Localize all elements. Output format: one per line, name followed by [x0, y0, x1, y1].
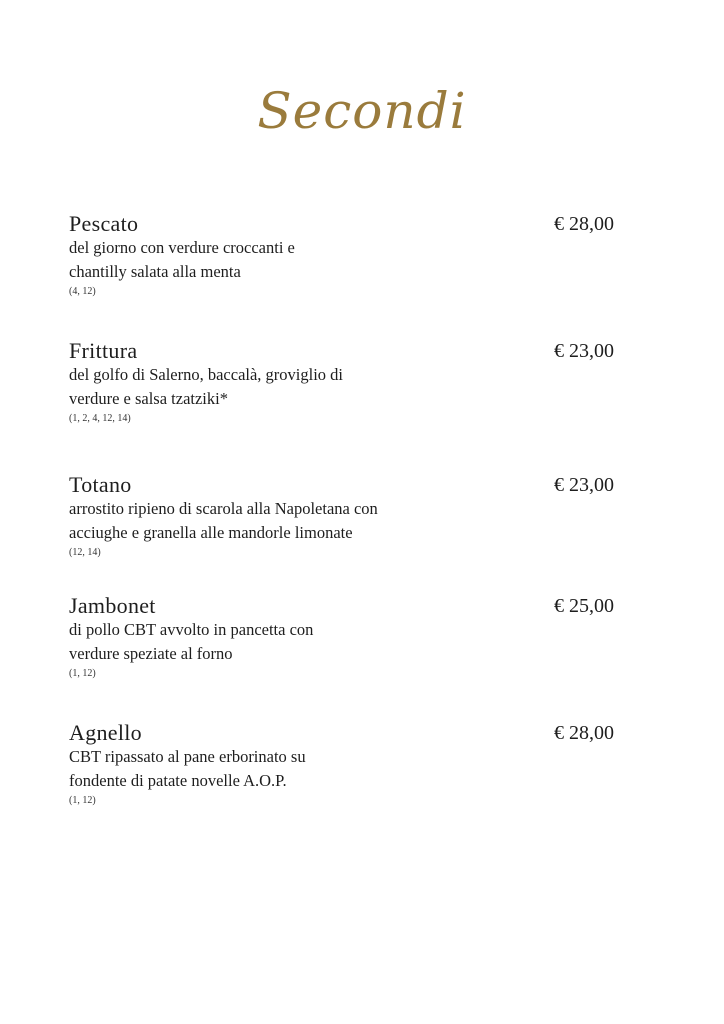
item-allergens: (1, 12) [69, 668, 96, 679]
item-description [69, 745, 449, 793]
item-description-line: CBT ripassato al pane erborinato su [69, 747, 306, 766]
item-allergens: (4, 12) [69, 286, 96, 297]
item-description-line: chantilly salata alla menta [69, 262, 241, 281]
item-description [69, 363, 449, 411]
item-price: € 23,00 [554, 474, 614, 496]
menu-item-pescato [69, 212, 614, 300]
item-description-line: fondente di patate novelle A.O.P. [69, 771, 287, 790]
item-description [69, 618, 449, 666]
item-name: Jambonet [69, 593, 156, 618]
menu-item-jambonet [69, 594, 614, 682]
item-name: Totano [69, 472, 132, 497]
item-description-line: arrostito ripieno di scarola alla Napoletana con [69, 499, 378, 518]
item-allergens: (1, 2, 4, 12, 14) [69, 413, 131, 424]
item-description [69, 236, 449, 284]
item-name: Frittura [69, 338, 138, 363]
item-description [69, 497, 489, 545]
menu-item-frittura [69, 339, 614, 427]
item-description-line: acciughe e granella alle mandorle limonate [69, 523, 353, 542]
item-price: € 28,00 [554, 213, 614, 235]
item-price: € 23,00 [554, 340, 614, 362]
item-price: € 25,00 [554, 595, 614, 617]
item-allergens: (12, 14) [69, 547, 101, 558]
item-allergens: (1, 12) [69, 795, 96, 806]
page-title: Secondi [257, 82, 467, 140]
item-price: € 28,00 [554, 722, 614, 744]
menu-item-agnello [69, 721, 614, 809]
item-description-line: del giorno con verdure croccanti e [69, 238, 295, 257]
item-description-line: verdure e salsa tzatziki* [69, 389, 228, 408]
item-name: Pescato [69, 211, 139, 236]
menu-item-totano [69, 473, 614, 561]
item-description-line: del golfo di Salerno, baccalà, groviglio di [69, 365, 344, 384]
item-description-line: di pollo CBT avvolto in pancetta con [69, 620, 314, 639]
item-description-line: verdure speziate al forno [69, 644, 233, 663]
item-name: Agnello [69, 720, 142, 745]
